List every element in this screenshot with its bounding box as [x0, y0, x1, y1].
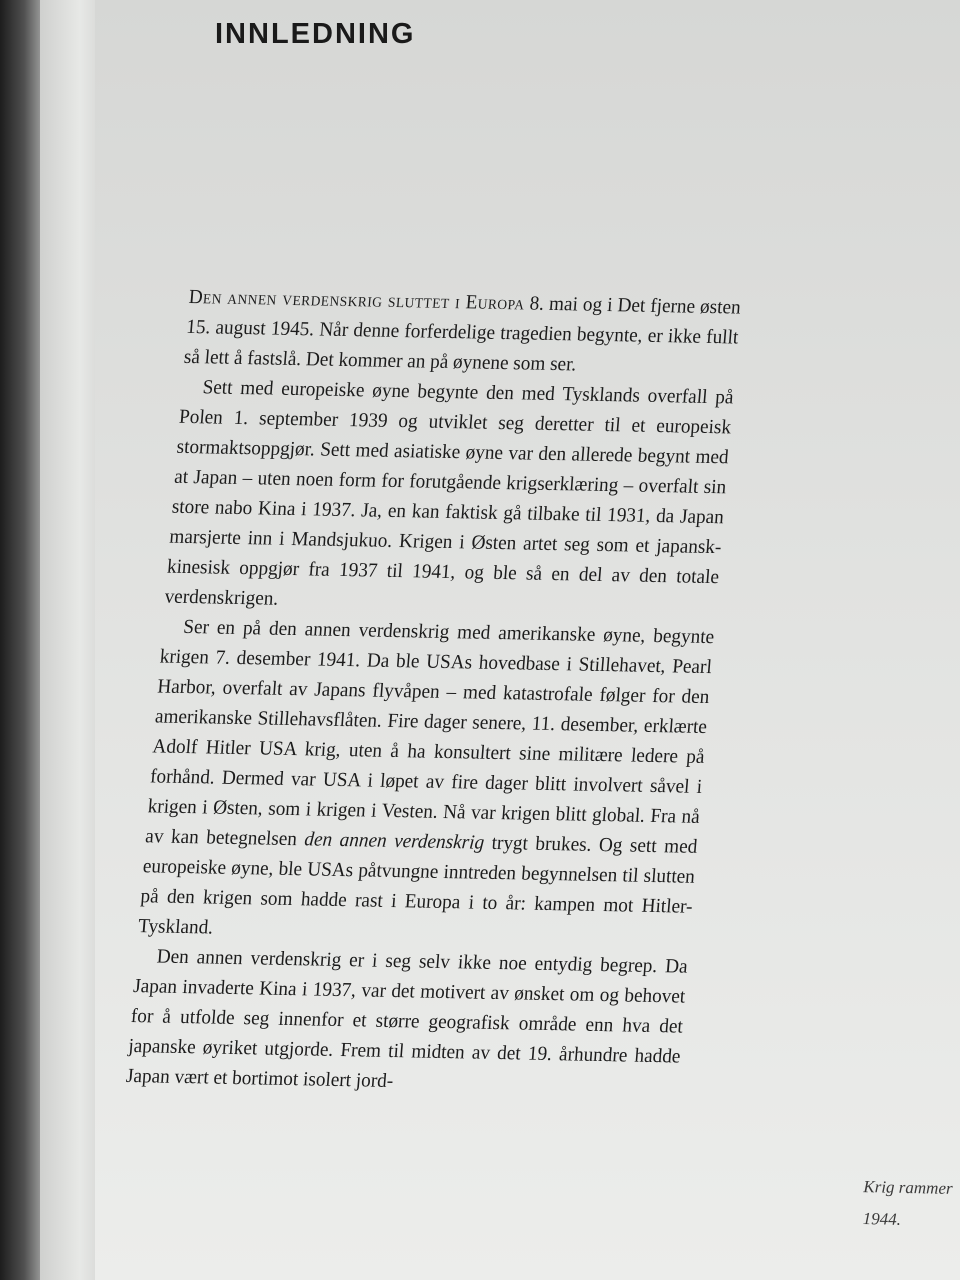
paragraph-lead-in: Den annen verdenskrig sluttet i Europa: [187, 285, 526, 315]
paragraph-1-text: 8. mai og i Det fjerne østen 15. august 1945. Når denne forferdelige tragedien begynte, er ikke fullt så lett å fastslå. Det kommer an på øynene som ser.: [183, 292, 742, 376]
paragraph-3: [137, 612, 715, 952]
margin-note: [862, 1171, 953, 1237]
paragraph-3-text-a: Ser en på den annen verdenskrig med amerikanske øyne, begynte krigen 7. desember 1941. Da ble USAs hovedbase i Stillehavet, Pearl Harbor, overfalt av Japans flyvåpen – med katastrofale følger for den amerikanske Stillehavsflåten. Fire dager senere, 11. desember, erklærte Adolf Hitler USA krig, uten å ha konsultert sine militære ledere på forhånd. Dermed var USA i løpet av fire dager blitt involvert såvel i krigen i Østen, som i krigen i Vesten. Nå var krigen blitt global. Fra nå av kan betegnelsen: [144, 615, 716, 851]
paragraph-4: Den annen verdenskrig er i seg selv ikke noe entydig begrep. Da Japan invaderte Kina i 1937, var det motivert av ønsket om og behovet for å utfolde seg innenfor et større geografisk område enn hva det japanske øyriket utgjorde. Frem til midten av det 19. århundre hadde Japan vært et bortimot isolert jord-: [125, 945, 689, 1093]
paragraph-2: Sett med europeiske øyne begynte den med Tysklands overfall på Polen 1. september 1939 og utviklet seg deretter til et europeisk stormaktsoppgjør. Sett med asiatiske øyne var den allerede begynt med at Japan – uten noen form for forutgående krigserklæring – overfalt sin store nabo Kina i 1937. Ja, en kan faktisk gå tilbake til 1931, da Japan marsjerte inn i Mandsjukuo. Krigen i Østen artet seg som et japansk-kinesisk oppgjør fra 1937 til 1941, og ble så en del av den totale verdenskrigen.: [163, 376, 735, 610]
emphasized-term: den annen verdenskrig: [303, 828, 486, 854]
chapter-heading: INNLEDNING: [215, 18, 416, 50]
body-text: [125, 282, 742, 1101]
paragraph-3-text-b: trygt brukes. Og sett med europeiske øyne, ble USAs påtvungne inntreden begynnelsen til slutten på den krigen som hadde rast i Europa i to år: kampen mot Hitler-Tyskland.: [137, 831, 699, 939]
margin-note-line-2: 1944.: [862, 1209, 902, 1229]
margin-note-line-1: Krig rammer: [863, 1177, 953, 1198]
paragraph-1: [183, 282, 742, 382]
